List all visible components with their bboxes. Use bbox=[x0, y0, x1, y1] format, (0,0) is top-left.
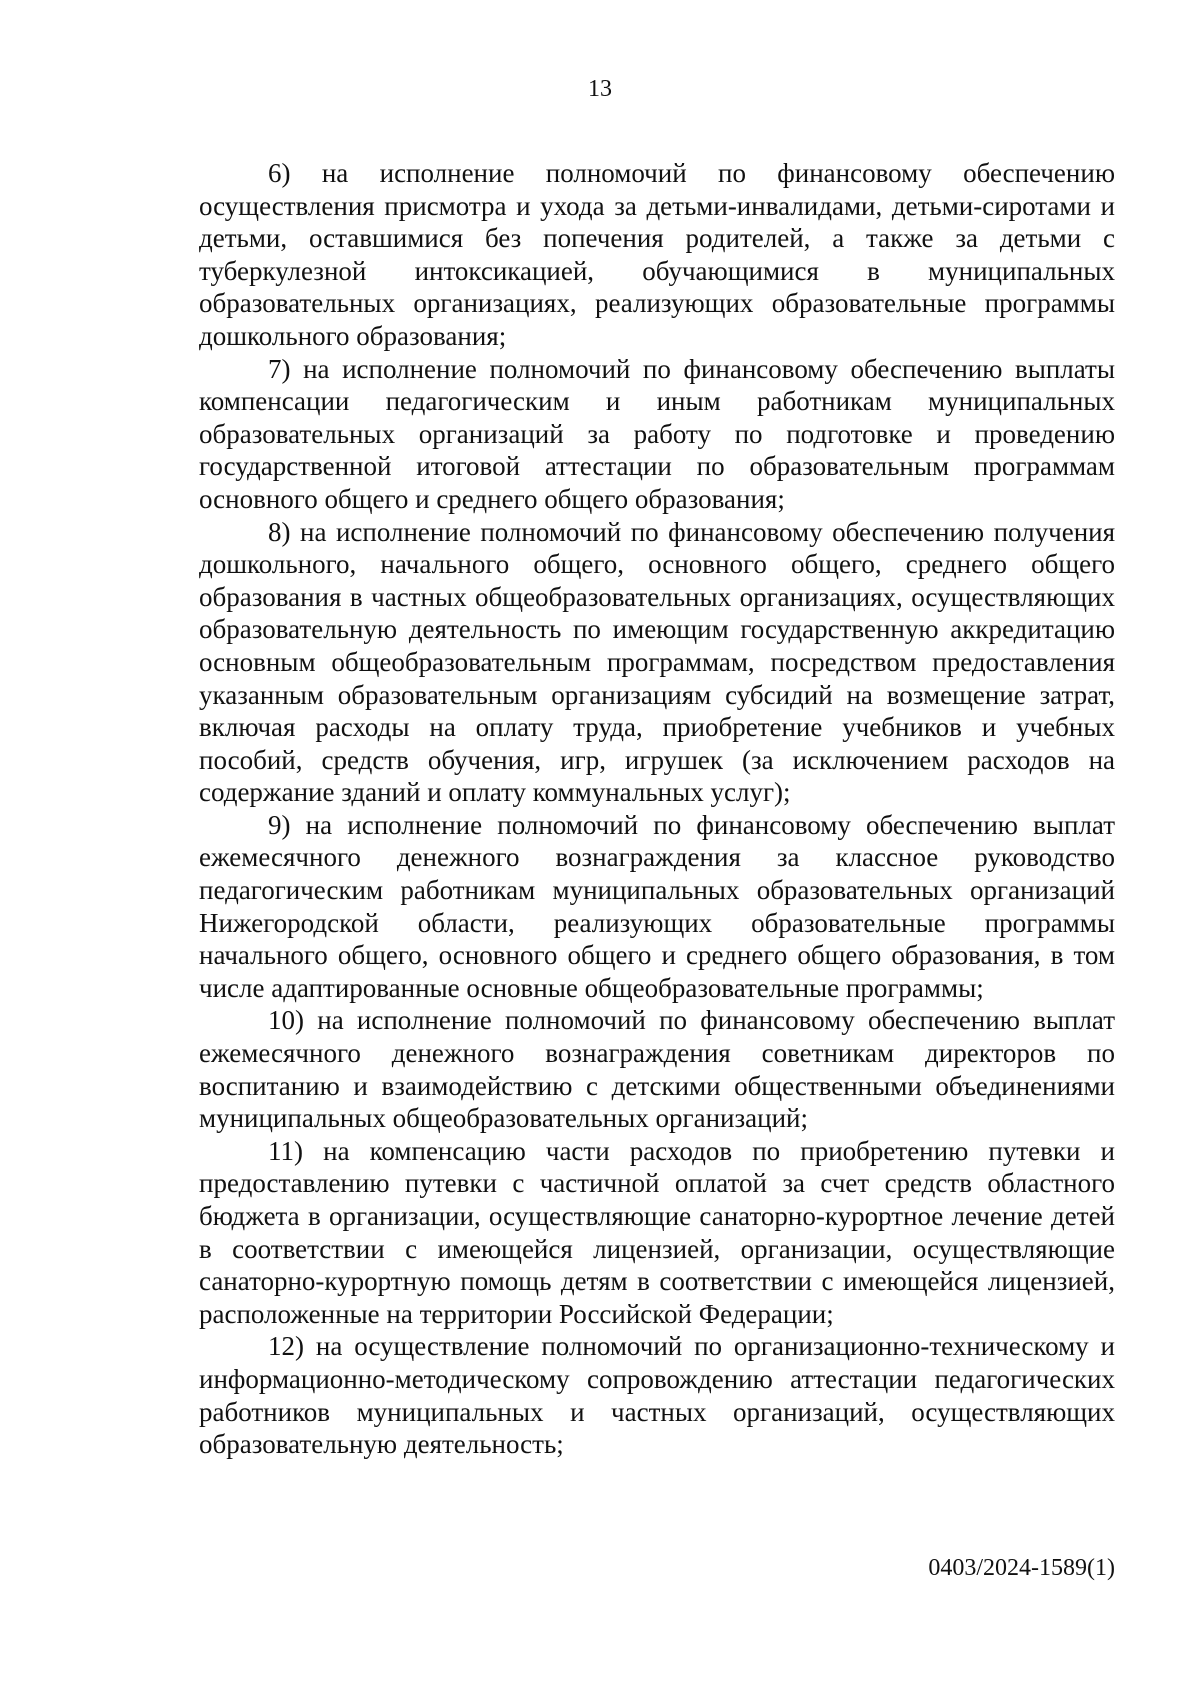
clause-number: 10) bbox=[268, 1005, 304, 1036]
clause-12 bbox=[199, 1330, 1115, 1460]
clause-11 bbox=[199, 1135, 1115, 1331]
clause-number: 11) bbox=[268, 1135, 303, 1166]
clause-7 bbox=[199, 353, 1115, 516]
clause-number: 6) bbox=[268, 158, 291, 188]
clause-6 bbox=[199, 157, 1115, 353]
clause-8 bbox=[199, 516, 1115, 809]
clause-text: на исполнение полномочий по финансовому обеспечению осуществления присмотра и ухода за детьми-инвалидами, детьми-сиротами и детьми, оставшимися без попечения родителей, а также за детьми с туберкулезной интоксикацией, обучающимися в муниципальных образовательных организациях, реализующих образовательные программы дошкольного образования; bbox=[199, 158, 1115, 351]
clause-10 bbox=[199, 1004, 1115, 1134]
document-code: 0403/2024-1589(1) bbox=[928, 1555, 1115, 1581]
document-body bbox=[199, 157, 1115, 1461]
page-number: 13 bbox=[588, 76, 612, 102]
clause-number: 12) bbox=[268, 1331, 304, 1362]
clause-number: 8) bbox=[268, 516, 291, 547]
clause-text: на исполнение полномочий по финансовому обеспечению выплат ежемесячного денежного вознаграждения советникам директоров по воспитанию и взаимодействию с детскими общественными объединениями муниципальных общеобразовательных организаций; bbox=[199, 1005, 1116, 1134]
clause-number: 9) bbox=[268, 809, 291, 840]
clause-text: на исполнение полномочий по финансовому обеспечению выплат ежемесячного денежного вознаграждения за классное руководство педагогическим работникам муниципальных образовательных организаций Нижегородской области, реализующих образовательные программы начального общего, основного общего и среднего общего образования, в том числе адаптированные основные общеобразовательные программы; bbox=[199, 809, 1115, 1003]
clause-9 bbox=[199, 809, 1115, 1005]
clause-text: на исполнение полномочий по финансовому обеспечению выплаты компенсации педагогическим и иным работникам муниципальных образовательных организаций за работу по подготовке и проведению государственной итоговой аттестации по образовательным программам основного общего и среднего общего образования; bbox=[199, 353, 1115, 514]
clause-text: на компенсацию части расходов по приобретению путевки и предоставлению путевки с частичной оплатой за счет средств областного бюджета в организации, осуществляющие санаторно-курортное лечение детей в соответствии с имеющейся лицензией, организации, осуществляющие санаторно-курортную помощь детям в соответствии с имеющейся лицензией, расположенные на территории Российской Федерации; bbox=[199, 1135, 1115, 1329]
clause-text: на исполнение полномочий по финансовому обеспечению получения дошкольного, начального общего, основного общего, среднего общего образования в частных общеобразовательных организациях, осуществляющих образовательную деятельность по имеющим государственную аккредитацию основным общеобразовательным программам, посредством предоставления указанным образовательным организациям субсидий на возмещение затрат, включая расходы на оплату труда, приобретение учебников и учебных пособий, средств обучения, игр, игрушек (за исключением расходов на содержание зданий и оплату коммунальных услуг); bbox=[199, 516, 1116, 808]
clause-text: на осуществление полномочий по организационно-техническому и информационно-методическому сопровождению аттестации педагогических работников муниципальных и частных организаций, осуществляющих образовательную деятельность; bbox=[199, 1331, 1116, 1460]
clause-number: 7) bbox=[268, 353, 291, 384]
